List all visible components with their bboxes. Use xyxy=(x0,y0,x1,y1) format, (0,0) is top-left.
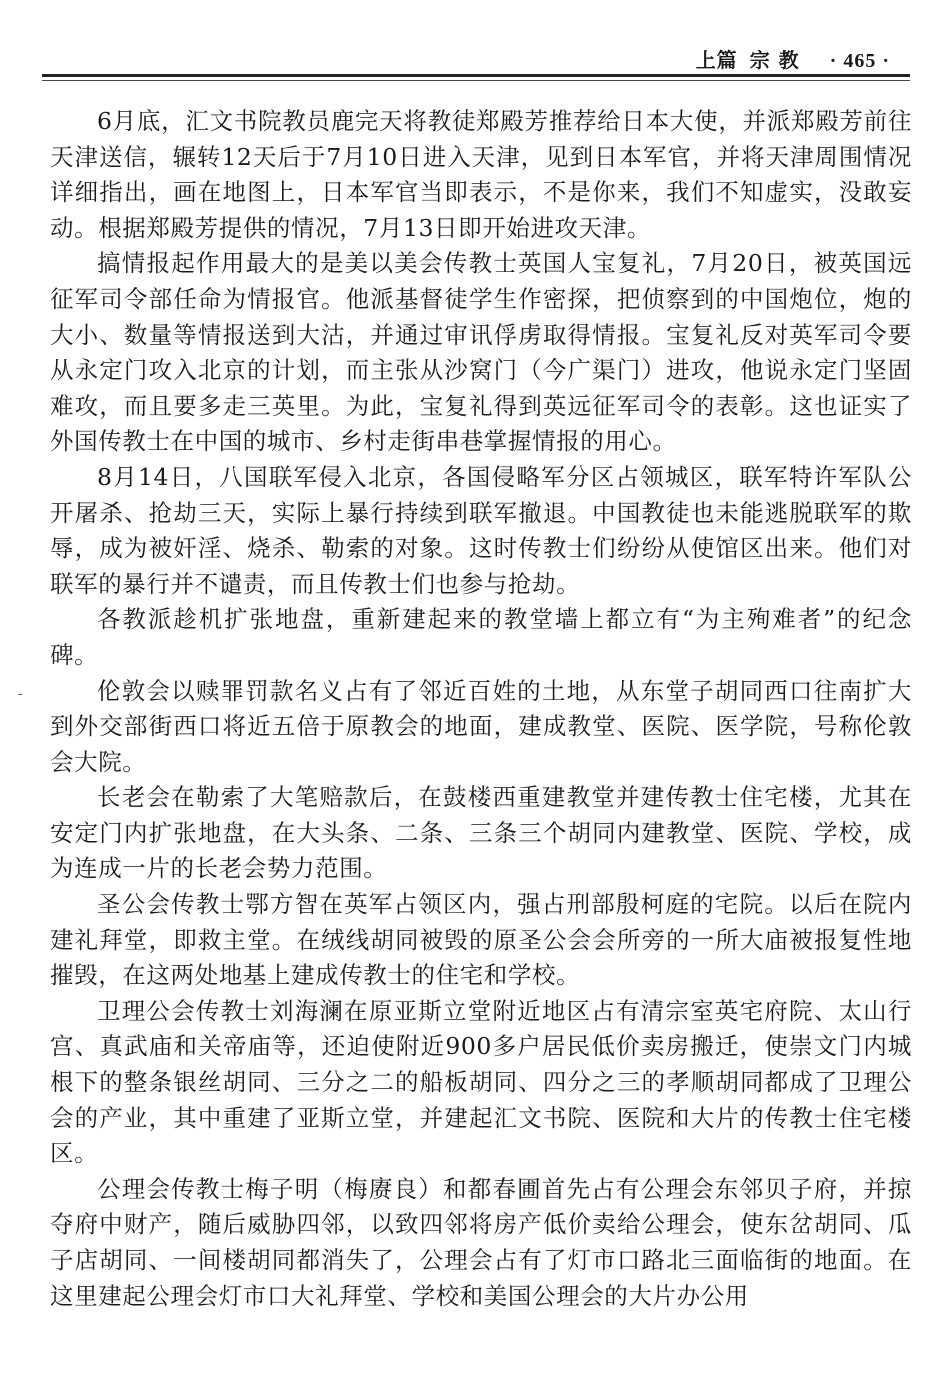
paragraph: 各教派趁机扩张地盘，重新建起来的教堂墙上都立有“为主殉难者”的纪念碑。 xyxy=(50,605,912,669)
paragraph: 长老会在勒索了大笔赔款后，在鼓楼西重建教堂并建传教士住宅楼，尤其在安定门内扩张地盘，在大头条、二条、三条三个胡同内建教堂、医院、学校，成为连成一片的长老会势力范围。 xyxy=(50,783,912,883)
running-header xyxy=(696,44,890,73)
header-rule-thick xyxy=(42,74,910,77)
body-text xyxy=(50,104,912,1314)
paragraph: 公理会传教士梅子明（梅赓良）和都春圃首先占有公理会东邻贝子府，并掠夺府中财产，随后威胁四邻，以致四邻将房产低价卖给公理会，使东岔胡同、瓜子店胡同、一间楼胡同都消失了，公理会占有了灯市口路北三面临街的地面。在这里建起公理会灯市口大礼拜堂、学校和美国公理会的大片办公用 xyxy=(50,1174,912,1310)
page-number: · 465 · xyxy=(829,50,890,72)
header-rule-thin xyxy=(42,80,910,81)
paragraph: 卫理公会传教士刘海澜在原亚斯立堂附近地区占有清宗室英宅府院、太山行宫、真武庙和关帝庙等，还迫使附近900多户居民低价卖房搬迁，使崇文门内城根下的整条银丝胡同、三分之二的船板胡同、四分之三的孝顺胡同都成了卫理公会的产业，其中重建了亚斯立堂，并建起汇文书院、医院和大片的传教士住宅楼区。 xyxy=(50,996,912,1168)
paragraph: 圣公会传教士鄂方智在英军占领区内，强占刑部殷柯庭的宅院。以后在院内建礼拜堂，即救主堂。在绒线胡同被毁的原圣公会会所旁的一所大庙被报复性地摧毁，在这两处地基上建成传教士的住宅和学校。 xyxy=(50,890,912,990)
header-part: 上篇 xyxy=(695,48,738,72)
margin-mark: - xyxy=(18,686,23,702)
paragraph: 8月14日，八国联军侵入北京，各国侵略军分区占领城区，联军特许军队公开屠杀、抢劫三天，实际上暴行持续到联军撤退。中国教徒也未能逃脱联军的欺辱，成为被奸淫、烧杀、勒索的对象。这时传教士们纷纷从使馆区出来。他们对联军的暴行并不谴责，而且传教士们也参与抢劫。 xyxy=(50,462,912,598)
header-section: 宗 教 xyxy=(749,48,800,72)
paragraph: 搞情报起作用最大的是美以美会传教士英国人宝复礼，7月20日，被英国远征军司令部任命为情报官。他派基督徒学生作密探，把侦察到的中国炮位，炮的大小、数量等情报送到大沽，并通过审讯俘虏取得情报。宝复礼反对英军司令要从永定门攻入北京的计划，而主张从沙窝门（今广渠门）进攻，他说永定门坚固难攻，而且要多走三英里。为此，宝复礼得到英远征军司令的表彰。这也证实了外国传教士在中国的城市、乡村走街串巷掌握情报的用心。 xyxy=(50,249,912,456)
paragraph: 6月底，汇文书院教员鹿完天将教徒郑殿芳推荐给日本大使，并派郑殿芳前往天津送信，辗转12天后于7月10日进入天津，见到日本军官，并将天津周围情况详细指出，画在地图上，日本军官当即表示，不是你来，我们不知虚实，没敢妄动。根据郑殿芳提供的情况，7月13日即开始进攻天津。 xyxy=(50,107,912,242)
paragraph: 伦敦会以赎罪罚款名义占有了邻近百姓的土地，从东堂子胡同西口往南扩大到外交部街西口将近五倍于原教会的地面，建成教堂、医院、医学院，号称伦敦会大院。 xyxy=(50,676,912,776)
